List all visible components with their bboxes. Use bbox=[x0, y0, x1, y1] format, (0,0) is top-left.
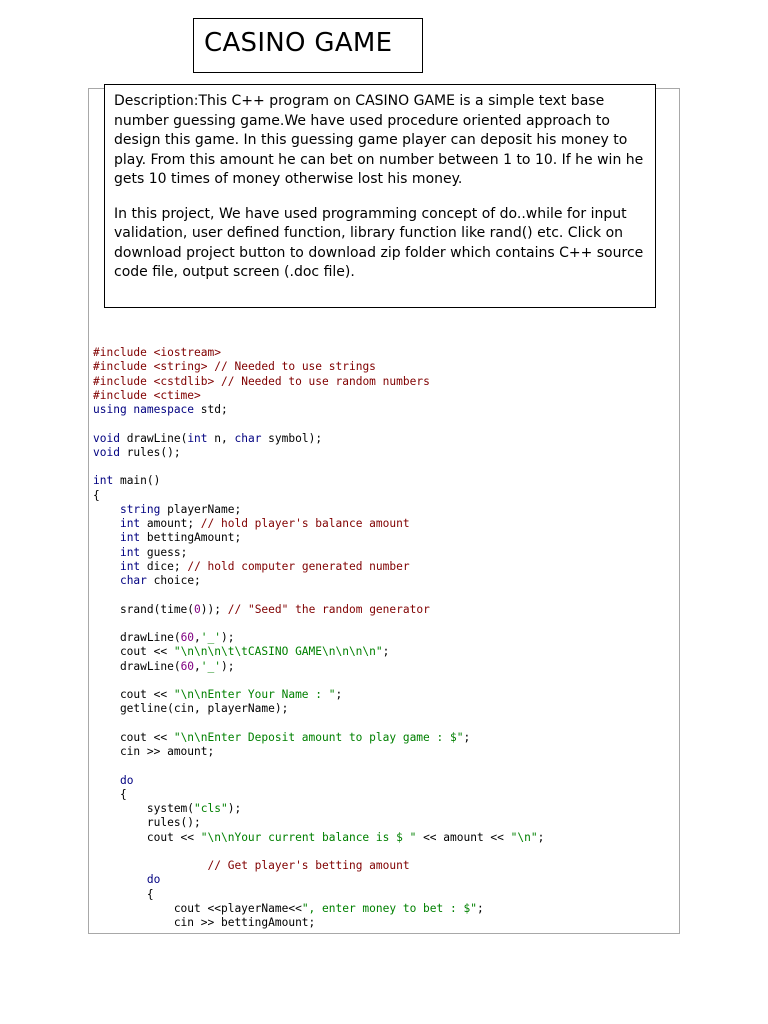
code-line bbox=[93, 432, 673, 446]
code-token: playerName; bbox=[160, 502, 242, 516]
code-line bbox=[93, 503, 673, 517]
code-token: "cls" bbox=[194, 802, 228, 815]
code-token: ); bbox=[221, 631, 235, 644]
code-line bbox=[93, 617, 673, 631]
code-token: dice; bbox=[140, 559, 188, 573]
code-token bbox=[214, 375, 221, 388]
code-line bbox=[93, 417, 673, 431]
code-token: drawLine( bbox=[93, 659, 181, 673]
description-paragraph-2: In this project, We have used programming concept of do..while for input validation, user defined function, library function like rand() etc. Click on download project button to download zip folder which contains C++ source code file, output screen (.doc file). bbox=[114, 205, 644, 280]
code-line bbox=[93, 845, 673, 859]
code-token: ; bbox=[476, 901, 484, 915]
code-token: { bbox=[93, 887, 154, 901]
page-title: CASINO GAME bbox=[193, 18, 423, 73]
code-token: int bbox=[119, 545, 141, 559]
code-line bbox=[93, 474, 673, 488]
code-token: string bbox=[119, 502, 161, 516]
code-token: using namespace bbox=[93, 403, 195, 416]
code-token: // "Seed" the random generator bbox=[221, 602, 430, 616]
code-token: cout << bbox=[93, 688, 174, 701]
code-token: amount; bbox=[140, 517, 201, 530]
code-token: drawLine( bbox=[93, 631, 181, 644]
code-token: ; bbox=[335, 688, 343, 701]
code-token bbox=[93, 546, 120, 559]
code-line bbox=[93, 375, 673, 389]
code-token: cin >> amount; bbox=[93, 745, 215, 758]
code-line bbox=[93, 873, 673, 887]
code-token: getline(cin, playerName); bbox=[93, 702, 289, 716]
code-token: // Get player's betting amount bbox=[207, 859, 410, 872]
code-token: // hold computer generated number bbox=[187, 559, 410, 573]
code-token: do bbox=[146, 873, 161, 887]
code-token: cin >> bettingAmount; bbox=[93, 916, 316, 929]
code-token: ); bbox=[221, 659, 235, 673]
code-line bbox=[93, 574, 673, 588]
code-token bbox=[93, 774, 120, 787]
code-token: bettingAmount; bbox=[140, 531, 242, 545]
code-token: ; bbox=[463, 730, 471, 744]
description-paragraph-1: Description:This C++ program on CASINO GAME is a simple text base number guessing game.We have used procedure oriented approach to design this game. In this guessing game player can deposit his money to play. From this amount he can bet on number between 1 to 10. If he win he gets 10 times of money otherwise lost his money. bbox=[114, 93, 644, 187]
code-token: main() bbox=[113, 474, 161, 488]
code-line bbox=[93, 688, 673, 702]
code-token: 60 bbox=[180, 659, 195, 673]
code-token bbox=[93, 517, 120, 530]
code-token bbox=[93, 873, 147, 886]
code-line bbox=[93, 645, 673, 659]
code-token: 0 bbox=[194, 602, 201, 616]
code-token: )); bbox=[200, 602, 222, 616]
code-token: , bbox=[194, 631, 201, 644]
code-token: void bbox=[93, 445, 120, 459]
code-token: ; bbox=[537, 830, 545, 844]
code-line bbox=[93, 403, 673, 417]
code-token: "\n\nEnter Deposit amount to play game : $" bbox=[173, 730, 464, 744]
code-token: "\n" bbox=[510, 830, 538, 844]
code-token: 60 bbox=[180, 631, 195, 644]
code-line bbox=[93, 916, 673, 930]
code-line bbox=[93, 489, 673, 503]
code-token: int bbox=[187, 431, 208, 445]
code-token: char bbox=[119, 574, 147, 587]
code-line bbox=[93, 902, 673, 916]
code-token: '_' bbox=[200, 631, 222, 644]
code-token: ); bbox=[227, 802, 242, 815]
code-token: rules(); bbox=[93, 816, 201, 830]
code-token: int bbox=[119, 559, 141, 573]
code-line bbox=[93, 802, 673, 816]
code-token: { bbox=[93, 787, 127, 801]
code-token: choice; bbox=[146, 574, 201, 587]
code-token: << amount << bbox=[416, 830, 511, 844]
code-token: int bbox=[119, 517, 141, 530]
code-line bbox=[93, 702, 673, 716]
code-line bbox=[93, 731, 673, 745]
code-line bbox=[93, 460, 673, 474]
code-token: rules(); bbox=[119, 445, 181, 459]
code-token: "\n\nEnter Your Name : " bbox=[173, 688, 336, 701]
code-token bbox=[93, 859, 208, 872]
code-token: n, bbox=[207, 431, 235, 445]
code-line bbox=[93, 831, 673, 845]
code-line bbox=[93, 517, 673, 531]
code-line bbox=[93, 660, 673, 674]
code-token bbox=[93, 574, 120, 587]
code-token: int bbox=[119, 531, 141, 545]
code-line bbox=[93, 360, 673, 374]
code-token: int bbox=[93, 474, 114, 488]
code-line bbox=[93, 588, 673, 602]
code-token bbox=[93, 560, 120, 573]
code-line bbox=[93, 788, 673, 802]
code-token bbox=[93, 503, 120, 516]
code-token: char bbox=[234, 431, 262, 445]
code-token: #include <iostream> bbox=[93, 346, 221, 359]
code-token: cout << bbox=[93, 645, 174, 659]
code-line bbox=[93, 446, 673, 460]
code-line bbox=[93, 631, 673, 645]
code-line bbox=[93, 888, 673, 902]
code-line bbox=[93, 603, 673, 617]
code-token: cout <<playerName<< bbox=[93, 901, 302, 915]
code-token: symbol); bbox=[261, 431, 323, 445]
code-token: drawLine( bbox=[119, 431, 188, 445]
code-token: ; bbox=[382, 645, 390, 659]
code-token: // Needed to use strings bbox=[214, 360, 376, 374]
code-token: cout << bbox=[93, 730, 174, 744]
code-token: // hold player's balance amount bbox=[200, 517, 410, 530]
code-token: system( bbox=[93, 802, 195, 815]
code-line bbox=[93, 816, 673, 830]
code-token: srand(time( bbox=[93, 602, 195, 616]
code-line bbox=[93, 546, 673, 560]
code-token bbox=[93, 531, 120, 544]
code-line bbox=[93, 774, 673, 788]
code-token: #include <ctime> bbox=[93, 388, 201, 402]
code-token: do bbox=[119, 773, 134, 787]
code-token: cout << bbox=[93, 830, 201, 844]
code-line bbox=[93, 389, 673, 403]
code-line bbox=[93, 531, 673, 545]
code-token: ", enter money to bet : $" bbox=[301, 901, 477, 915]
code-line bbox=[93, 859, 673, 873]
code-token: #include <cstdlib> bbox=[93, 374, 215, 388]
code-token: std; bbox=[194, 403, 228, 416]
code-token: // Needed to use random numbers bbox=[221, 374, 430, 388]
code-line bbox=[93, 346, 673, 360]
code-token: '_' bbox=[200, 659, 222, 673]
code-token: "\n\nYour current balance is $ " bbox=[200, 830, 417, 844]
code-line bbox=[93, 560, 673, 574]
code-token: void bbox=[93, 431, 120, 445]
code-line bbox=[93, 717, 673, 731]
code-listing bbox=[93, 346, 673, 930]
code-line bbox=[93, 745, 673, 759]
code-token: { bbox=[93, 488, 100, 502]
code-token: guess; bbox=[140, 545, 188, 559]
code-line bbox=[93, 674, 673, 688]
code-token: #include <string> bbox=[93, 360, 208, 374]
description-box bbox=[104, 84, 656, 308]
code-token: "\n\n\n\t\tCASINO GAME\n\n\n\n" bbox=[173, 645, 383, 659]
code-token: , bbox=[194, 659, 201, 673]
code-line bbox=[93, 759, 673, 773]
